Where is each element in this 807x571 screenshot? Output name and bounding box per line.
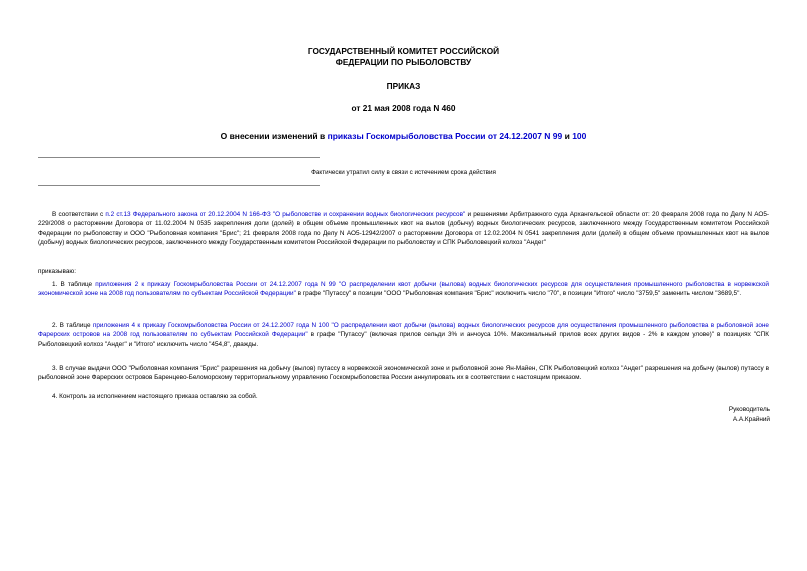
item-3-paragraph: 3. В случае выдачи ООО "Рыболовная компания "Брис" разрешения на добычу (вылов) путассу в норвежской экономической зоне и рыболовной зоне Ян-Майен, СПК Рыболовецкий колхоз "Андег" разрешения на добычу (вылов) путассу в рыболовной зоне Фарерских островов Баренцево-Беломорскому территориальному управлению Госкомрыболовства России аннулировать их в соответствии с настоящим приказом. [38,365,769,382]
signature-name: А.А.Крайний [732,416,770,423]
item-2-text-2: в графе "Путассу" (включая прилов сельди 3% и анчоуса 10%. Максимальный прилов всех других видов - 2% в каждом улове)" в позициях "СПК Рыболовецкий колхоз "Андег" и "Итого" исключить число "454,8", дважды. [38,331,769,348]
preamble-text-2: и решениями Арбитражного суда Архангельской области от: 20 февраля 2008 года по Делу N АО5-229/2008 о расторжении Договора от 11.02.2004 N 0535 закрепления доли (долей) в общем объеме промышленных квот на вылов (добычу) водных биологических ресурсов, заключенного между Государственным комитетом Российской Федерации по рыболовству и ООО "Рыболовная компания "Брис"; 21 февраля 2008 года по Делу N АО5-12942/2007 о расторжении Договора от 12.02.2004 N 0541 закрепления доли (долей) в общем объеме промышленных квот на вылов (добычу) водных биологических ресурсов, заключенного между Государственным комитетом Российской Федерации по рыболовству и СПК Рыболовецкий колхоз "Андег" [38,211,769,247]
doc-date: от 21 мая 2008 года N 460 [351,103,456,113]
title-link-order-99[interactable]: приказы Госкомрыболовства России от 24.12.2007 N 99 [327,131,563,141]
item-2-text-1: 2. В таблице [52,322,93,329]
item-4-paragraph: 4. Контроль за исполнением настоящего приказа оставляю за собой. [52,393,258,400]
divider-top [38,157,320,158]
item-1-paragraph [38,280,769,299]
item-2-paragraph [38,321,769,349]
org-name-line1: ГОСУДАРСТВЕННЫЙ КОМИТЕТ РОССИЙСКОЙ [307,46,500,56]
item-1-text-2: в графе "Путассу" в позиции "ООО "Рыболовная компания "Брис" исключить число "70", в позиции "Итого" число "3759,5" заменить числом "3689,5". [295,290,742,298]
doc-type: ПРИКАЗ [386,81,421,91]
status-note: Фактически утратил силу в связи с истечением срока действия [311,169,496,176]
preamble-law-link[interactable]: п.2 ст.13 Федерального закона от 20.12.2004 N 166-ФЗ "О рыболовстве и сохранении водных биологических ресурсов" [105,211,466,218]
item-1-text-1: 1. В таблице [52,281,96,288]
order-word: приказываю: [38,268,76,275]
title-link-order-100[interactable]: 100 [572,131,587,141]
title-prefix: О внесении изменений в [220,131,328,141]
item-1-appendix-link[interactable]: приложения 2 к приказу Госкомрыболовства России от 24.12.2007 года N 99 "О распределении квот добычи (вылова) водных биологических ресурсов для осуществления промышленного рыболовства в норвежской экономической зоне на 2008 год пользователям по субъектам Российской Федерации" [38,281,769,298]
item-2-appendix-link[interactable]: приложения 4 к приказу Госкомрыболовства России от 24.12.2007 года N 100 "О распределении квот добычи (вылова) водных биологических ресурсов для осуществления промышленного рыболовства в рыболовной зоне Фарерских островов на 2008 год пользователям по субъектам Российской Федерации" [38,322,769,339]
document-title [0,131,807,141]
title-middle: и [562,131,573,141]
org-name-line2: ФЕДЕРАЦИИ ПО РЫБОЛОВСТВУ [335,57,472,67]
preamble-text-1: В соответствии с [52,211,106,218]
signature-position: Руководитель [728,406,770,413]
divider-bottom [38,185,320,186]
preamble-paragraph [38,210,769,248]
